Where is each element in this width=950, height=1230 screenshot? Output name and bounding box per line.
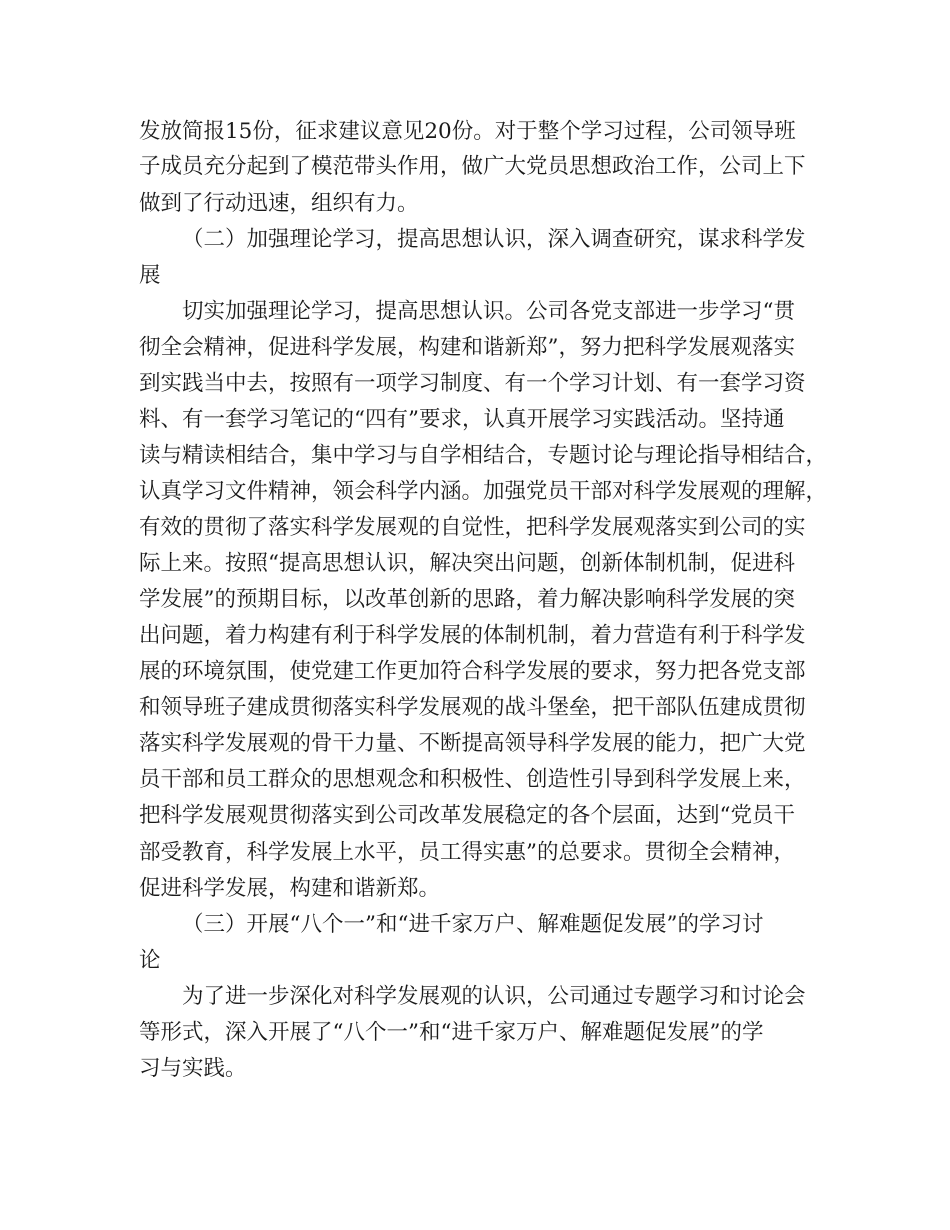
text-line: 展的环境氛围，使党建工作更加符合科学发展的要求，努力把各党支部 [139,659,806,684]
text-line: 际上来。按照“提高思想认识，解决突出问题，创新体制机制，促进科 [139,551,795,576]
text-line: 发放简报15份，征求建议意见20份。对于整个学习过程，公司领导班 [139,119,796,144]
text-line: 等形式，深入开展了“八个一”和“进千家万户、解难题促发展”的学 [139,1020,764,1045]
text-line: 员干部和员工群众的思想观念和积极性、创造性引导到科学发展上来， [139,767,806,792]
text-line: 出问题，着力构建有利于科学发展的体制机制，着力营造有利于科学发 [139,623,806,648]
text-line: 为了进一步深化对科学发展观的认识，公司通过专题学习和讨论会 [182,984,806,1009]
text-line: 部受教育，科学发展上水平，员工得实惠”的总要求。贯彻全会精神， [139,840,795,865]
text-line: 促进科学发展，构建和谐新郑。 [139,876,441,901]
text-line: 学发展”的预期目标，以改革创新的思路，着力解决影响科学发展的突 [139,587,795,612]
text-line: 做到了行动迅速，组织有力。 [139,191,419,216]
section-heading-3: （三）开展“八个一”和“进千家万户、解难题促发展”的学习讨 [182,912,764,937]
text-line: 读与精读相结合，集中学习与自学相结合，专题讨论与理论指导相结合， [139,443,828,468]
section-heading-2: （二）加强理论学习，提高思想认识，深入调查研究，谋求科学发 [182,227,806,252]
section-heading-2-cont: 展 [139,263,161,288]
text-line: 彻全会精神，促进科学发展，构建和谐新郑”，努力把科学发展观落实 [139,335,795,360]
text-line: 到实践当中去，按照有一项学习制度、有一个学习计划、有一套学习资 [139,371,806,396]
text-line: 切实加强理论学习，提高思想认识。公司各党支部进一步学习“贯 [182,299,795,324]
text-line: 和领导班子建成贯彻落实科学发展观的战斗堡垒，把干部队伍建成贯彻 [139,695,806,720]
text-line: 落实科学发展观的骨干力量、不断提高领导科学发展的能力，把广大党 [139,731,806,756]
text-line: 料、有一套学习笔记的“四有”要求，认真开展学习实践活动。坚持通 [139,407,785,432]
section-heading-3-cont: 论 [139,948,161,973]
text-line: 认真学习文件精神，领会科学内涵。加强党员干部对科学发展观的理解， [139,479,828,504]
text-line: 习与实践。 [139,1056,247,1081]
text-line: 子成员充分起到了模范带头作用，做广大党员思想政治工作，公司上下 [139,154,806,179]
text-line: 有效的贯彻了落实科学发展观的自觉性，把科学发展观落实到公司的实 [139,515,806,540]
text-line: 把科学发展观贯彻落实到公司改革发展稳定的各个层面，达到“党员干 [139,803,795,828]
